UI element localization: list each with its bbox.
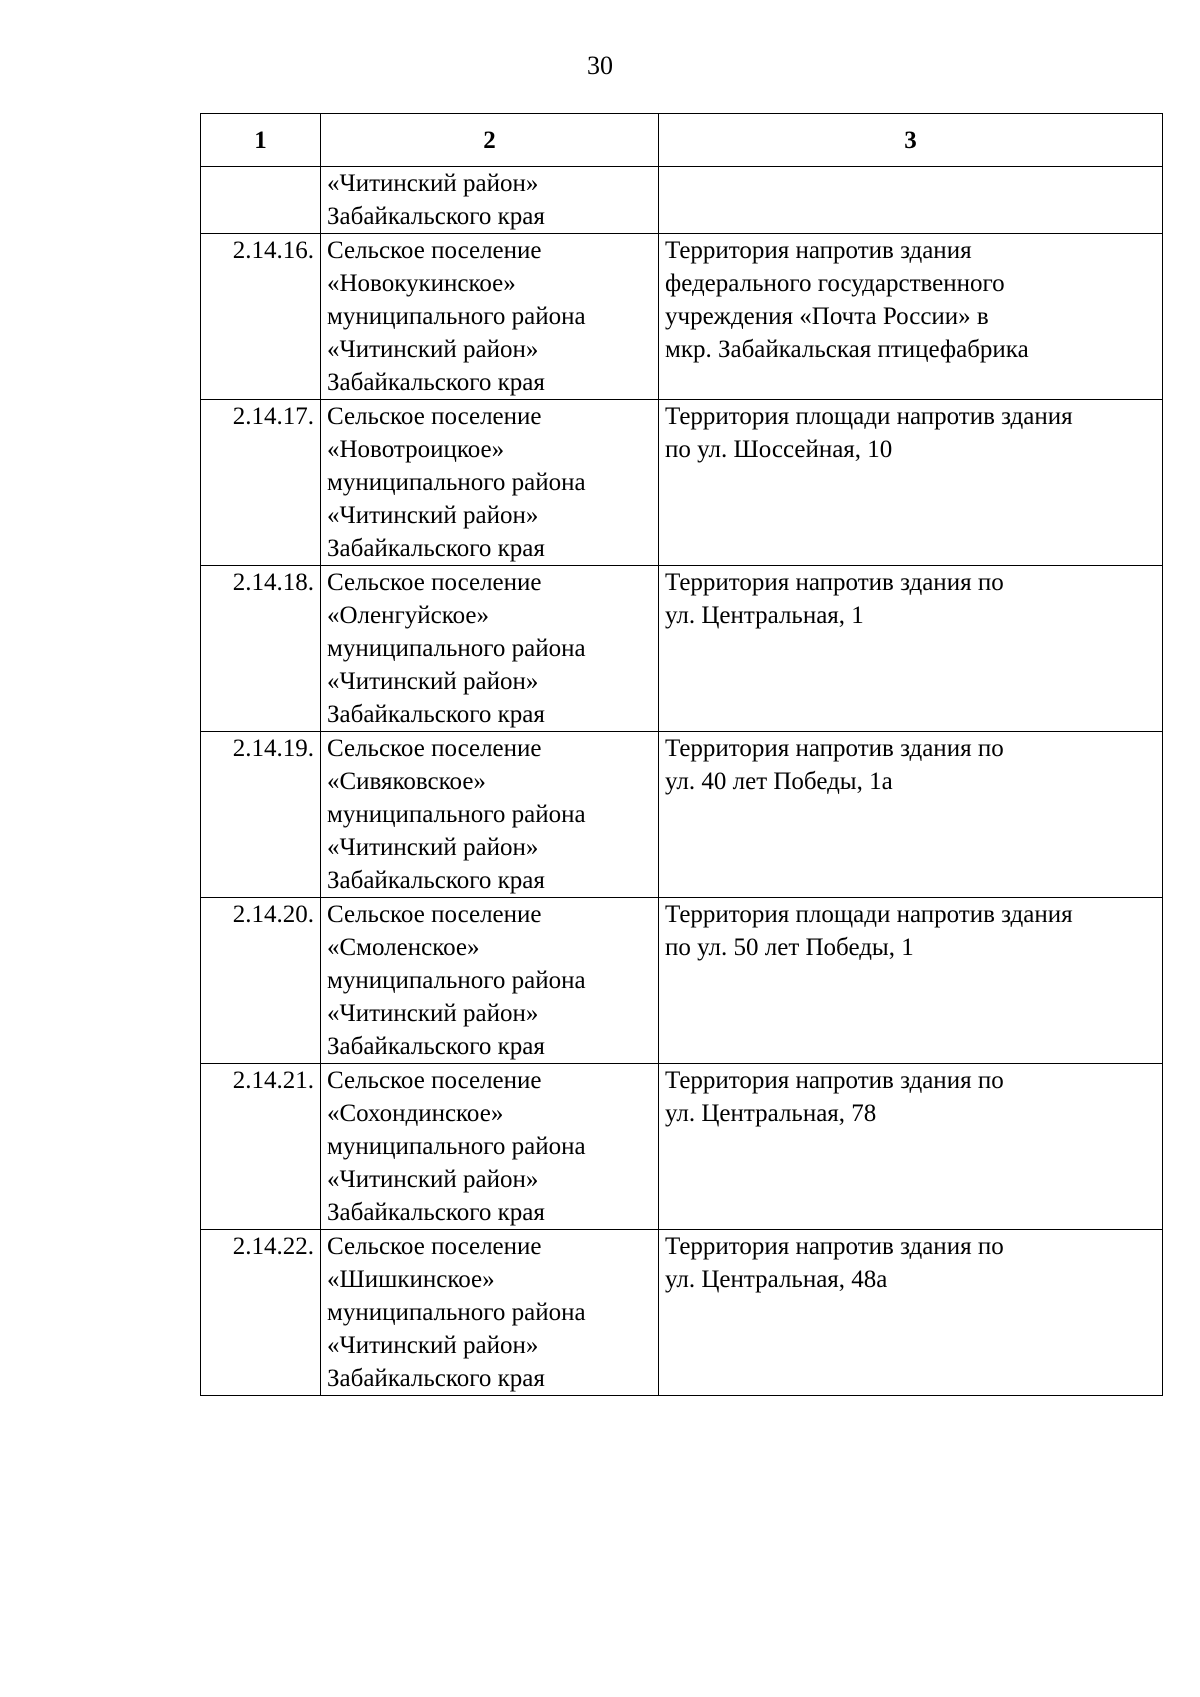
territory-description-line: ул. Центральная, 48а — [665, 1266, 888, 1293]
settlement-name-line: Сельское поселение — [327, 901, 542, 928]
table-row — [201, 898, 1163, 1064]
settlement-name-line: «Читинский район» — [327, 336, 539, 363]
settlement-name-line: «Сохондинское» — [327, 1100, 504, 1127]
settlement-name-line: муниципального района — [327, 469, 586, 496]
territory-description-line: по ул. Шоссейная, 10 — [665, 436, 893, 463]
table-row — [201, 732, 1163, 898]
settlement-name-line: «Читинский район» — [327, 668, 539, 695]
table-body — [201, 167, 1163, 1396]
table-row — [201, 234, 1163, 400]
territory-description-cell — [659, 167, 1163, 234]
page-number: 30 — [587, 51, 613, 80]
settlement-name-cell — [321, 1064, 659, 1230]
settlement-name-line: муниципального района — [327, 1299, 586, 1326]
column-header-1: 1 — [201, 114, 321, 167]
territory-description-line: Территория напротив здания — [665, 237, 972, 264]
table-row — [201, 167, 1163, 234]
column-header-2: 2 — [321, 114, 659, 167]
settlement-name-line: муниципального района — [327, 967, 586, 994]
settlement-name-line: муниципального района — [327, 303, 586, 330]
table-row — [201, 400, 1163, 566]
territory-description-line: Территория напротив здания по — [665, 569, 1004, 596]
settlement-name-line: «Смоленское» — [327, 934, 480, 961]
territory-description-line: мкр. Забайкальская птицефабрика — [665, 336, 1029, 363]
settlement-name-line: «Читинский район» — [327, 1166, 539, 1193]
row-number: 2.14.16. — [201, 234, 321, 400]
settlement-name-line: «Читинский район» — [327, 170, 539, 197]
settlement-name-line: Забайкальского края — [327, 203, 545, 230]
settlement-name-cell — [321, 400, 659, 566]
settlement-name-line: «Новокукинское» — [327, 270, 516, 297]
territory-description-cell — [659, 1230, 1163, 1396]
settlement-name-line: Забайкальского края — [327, 535, 545, 562]
document-table — [200, 113, 1163, 1396]
territory-description-cell — [659, 566, 1163, 732]
settlement-name-line: «Оленгуйское» — [327, 602, 490, 629]
row-number: 2.14.20. — [201, 898, 321, 1064]
territory-description-line: учреждения «Почта России» в — [665, 303, 989, 330]
settlement-name-line: муниципального района — [327, 635, 586, 662]
settlement-name-cell — [321, 732, 659, 898]
settlement-name-line: Забайкальского края — [327, 701, 545, 728]
settlement-name-cell — [321, 234, 659, 400]
settlement-name-line: Забайкальского края — [327, 1199, 545, 1226]
settlement-name-line: Сельское поселение — [327, 403, 542, 430]
settlement-name-line: Сельское поселение — [327, 1233, 542, 1260]
row-number: 2.14.18. — [201, 566, 321, 732]
territory-description-line: ул. 40 лет Победы, 1а — [665, 768, 893, 795]
settlement-name-cell — [321, 898, 659, 1064]
settlement-name-line: Забайкальского края — [327, 369, 545, 396]
settlement-name-line: Забайкальского края — [327, 1365, 545, 1392]
table-header-row — [201, 114, 1163, 167]
territory-description-line: федерального государственного — [665, 270, 1005, 297]
settlement-name-line: «Новотроицкое» — [327, 436, 505, 463]
settlement-name-line: «Шишкинское» — [327, 1266, 495, 1293]
settlement-name-line: «Сивяковское» — [327, 768, 486, 795]
territory-description-cell — [659, 400, 1163, 566]
column-header-3: 3 — [659, 114, 1163, 167]
row-number: 2.14.22. — [201, 1230, 321, 1396]
row-number: 2.14.21. — [201, 1064, 321, 1230]
territory-description-line: ул. Центральная, 78 — [665, 1100, 877, 1127]
settlement-name-line: «Читинский район» — [327, 502, 539, 529]
territory-description-line: по ул. 50 лет Победы, 1 — [665, 934, 914, 961]
territory-description-cell — [659, 898, 1163, 1064]
settlement-name-line: Сельское поселение — [327, 1067, 542, 1094]
table-row — [201, 566, 1163, 732]
settlement-name-line: Сельское поселение — [327, 237, 542, 264]
table-row — [201, 1230, 1163, 1396]
territory-description-line: Территория напротив здания по — [665, 1067, 1004, 1094]
settlement-name-line: «Читинский район» — [327, 834, 539, 861]
territory-description-line: ул. Центральная, 1 — [665, 602, 864, 629]
settlement-name-line: «Читинский район» — [327, 1332, 539, 1359]
row-number: 2.14.19. — [201, 732, 321, 898]
territory-description-cell — [659, 234, 1163, 400]
settlement-name-line: муниципального района — [327, 1133, 586, 1160]
settlement-name-line: Сельское поселение — [327, 569, 542, 596]
territory-description-line: Территория напротив здания по — [665, 1233, 1004, 1260]
territory-description-line: Территория напротив здания по — [665, 735, 1004, 762]
settlement-name-cell — [321, 566, 659, 732]
row-number — [201, 167, 321, 234]
territory-description-cell — [659, 732, 1163, 898]
settlement-name-line: Забайкальского края — [327, 1033, 545, 1060]
settlement-name-line: Сельское поселение — [327, 735, 542, 762]
territory-description-line: Территория площади напротив здания — [665, 901, 1073, 928]
settlement-name-cell — [321, 167, 659, 234]
row-number: 2.14.17. — [201, 400, 321, 566]
settlement-name-line: Забайкальского края — [327, 867, 545, 894]
territory-description-cell — [659, 1064, 1163, 1230]
settlement-name-cell — [321, 1230, 659, 1396]
table-row — [201, 1064, 1163, 1230]
settlement-name-line: «Читинский район» — [327, 1000, 539, 1027]
table-header — [201, 114, 1163, 167]
settlement-name-line: муниципального района — [327, 801, 586, 828]
territory-description-line: Территория площади напротив здания — [665, 403, 1073, 430]
